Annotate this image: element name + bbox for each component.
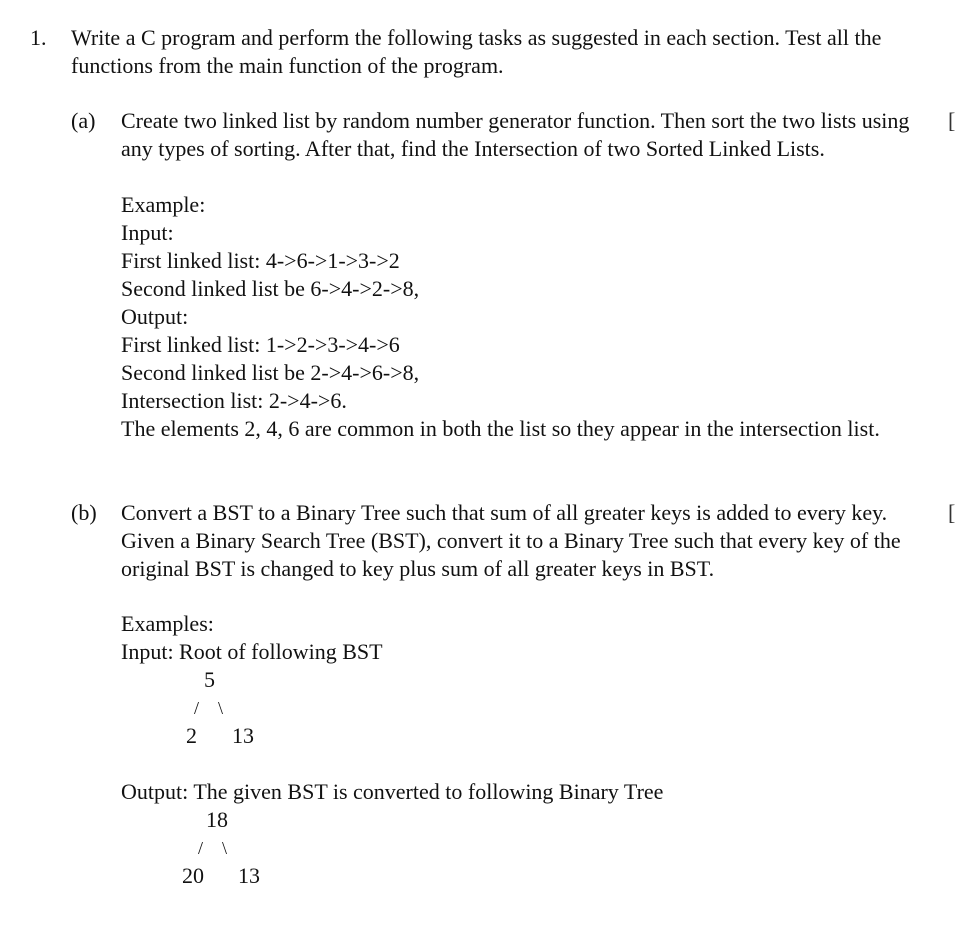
part-a-line: Second linked list be 2->4->6->8,	[121, 360, 420, 385]
tree-right-branch: \	[222, 838, 228, 858]
question-text: Write a C program and perform the following tasks as suggested in each section. Test all the functions from the main function of the program.	[71, 25, 882, 78]
tree-left-branch: /	[194, 698, 200, 718]
tree-node-left: 20	[182, 863, 204, 888]
part-a-marks-bracket: [	[948, 108, 956, 133]
part-a-line: Second linked list be 6->4->2->8,	[121, 276, 420, 301]
tree-node-right: 13	[238, 863, 260, 888]
tree-left-branch: /	[198, 838, 204, 858]
part-b-label: (b)	[71, 500, 97, 525]
part-a-intro: Create two linked list by random number generator function. Then sort the two lists using any types of sorting. After that, find the Intersection of two Sorted Linked Lists.	[121, 108, 910, 161]
input-label: Input: Root of following BST	[121, 639, 383, 664]
part-a-line: First linked list: 1->2->3->4->6	[121, 332, 400, 357]
examples-label: Examples:	[121, 611, 214, 636]
part-a-line: Intersection list: 2->4->6.	[121, 388, 347, 413]
part-a-line: Example:	[121, 192, 206, 217]
tree-right-branch: \	[218, 698, 224, 718]
part-b-intro: Convert a BST to a Binary Tree such that sum of all greater keys is added to every key. Given a Binary Search Tree (BST), convert it to a Binary Tree such that every key of the original BST is changed to key plus sum of all greater keys in BST.	[121, 500, 901, 581]
part-a-label: (a)	[71, 108, 96, 133]
tree-node-left: 2	[186, 723, 197, 748]
part-a-line: First linked list: 4->6->1->3->2	[121, 248, 400, 273]
part-a-line: Output:	[121, 304, 189, 329]
question-number: 1.	[30, 25, 47, 50]
part-a-line: Input:	[121, 220, 174, 245]
tree-node-root: 5	[204, 667, 215, 692]
part-a-closing: The elements 2, 4, 6 are common in both the list so they appear in the intersection list.	[121, 416, 880, 441]
tree-node-root: 18	[206, 807, 228, 832]
part-b-marks-bracket: [	[948, 500, 956, 525]
tree-node-right: 13	[232, 723, 254, 748]
output-label: Output: The given BST is converted to following Binary Tree	[121, 779, 664, 804]
